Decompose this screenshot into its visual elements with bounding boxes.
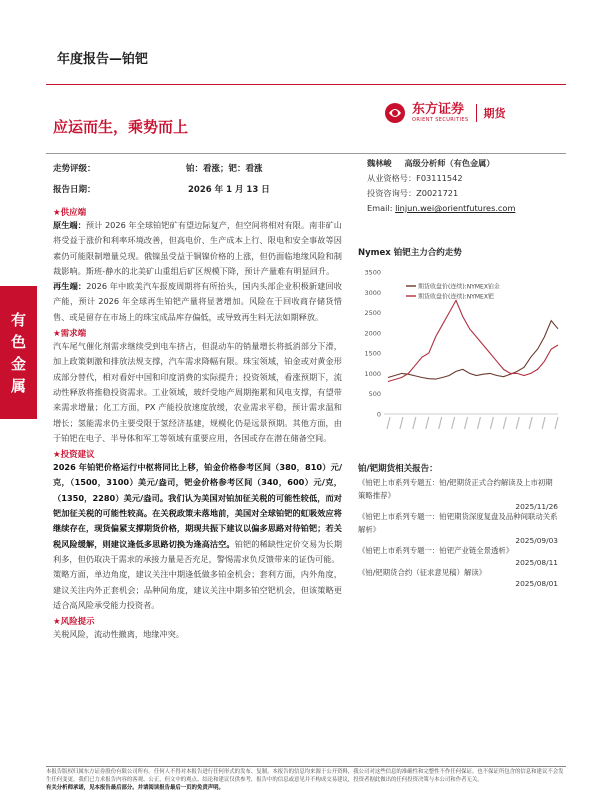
x-tick-label bbox=[439, 417, 442, 429]
disclaimer-bold: 有关分析师承诺，见本报告最后部分。并请阅读报告最后一页的免责声明。 bbox=[46, 785, 224, 792]
meta-rule bbox=[46, 153, 566, 154]
disclaimer-text: 本报告版权归属东方证券股份有限公司所有。任何人不得对本报告进行任何形式的发布、复制。本报告的信息均来源于公开资料，我公司对这些信息的准确性和完整性不作任何保证。也不保证所包含的信息和建议不会发生任何变更。我们已力求报告内容的客观、公正，但文中的观点、结论和建议仅供参考，报告中的信息或意见并不构成交易建议，投资者据此做出的任何投资决策与本公司和作者无关。 bbox=[46, 769, 564, 784]
sector-tag bbox=[0, 286, 37, 419]
related-report-date: 2025/09/03 bbox=[515, 536, 558, 545]
star-icon: ★ bbox=[53, 329, 61, 340]
risk-heading: ★风险提示 bbox=[53, 617, 95, 628]
related-report-date: 2025/08/01 bbox=[515, 579, 558, 588]
consulting-label: 投资咨询号： bbox=[367, 188, 417, 198]
x-tick-label bbox=[452, 417, 455, 429]
demand-heading: ★需求端 bbox=[53, 329, 87, 340]
advice-heading: ★投资建议 bbox=[53, 450, 95, 461]
related-report-title: 《铂钯上市系列专题一：铂钯产业链全景透析》 bbox=[358, 546, 514, 555]
strategy-paragraph: 策略方面，单边角度，建议关注中期逢低做多铂金机会；套利方面，内外角度，建议关注内外正套机会；品种间角度，建议关注中期多铂空钯机会，但该策略更适合高风险承受能力投资者。 bbox=[53, 569, 342, 610]
chart-title: Nymex 铂钯主力合约走势 bbox=[358, 248, 462, 258]
legend-label: 期货收盘价(连续):NYMEX铂金 bbox=[418, 283, 500, 291]
x-tick-label bbox=[542, 417, 545, 429]
date-label: 报告日期： bbox=[53, 185, 96, 195]
logo-division: 期货 bbox=[483, 107, 506, 120]
price-chart bbox=[358, 264, 564, 432]
y-tick-label: 3500 bbox=[364, 268, 381, 277]
consulting-number: Z0021721 bbox=[416, 188, 459, 198]
y-tick-label: 2500 bbox=[364, 309, 381, 318]
y-tick-label: 0 bbox=[376, 410, 381, 419]
sector-tag-char: 金 bbox=[10, 354, 26, 373]
related-report-date: 2025/11/26 bbox=[515, 502, 558, 511]
x-tick-label bbox=[503, 417, 506, 429]
sector-tag-char: 有 bbox=[10, 310, 26, 329]
x-tick-label bbox=[490, 417, 493, 429]
related-report-title: 《铂钯上市系列专题一：铂钯期货深度复盘及品种间联动关系解析》 bbox=[358, 512, 558, 534]
x-tick-label bbox=[400, 417, 403, 429]
report-headline: 应运而生，乘势而上 bbox=[53, 118, 189, 136]
orient-logo-icon bbox=[384, 102, 406, 124]
qualification-line bbox=[367, 171, 463, 186]
logo-divider bbox=[476, 104, 477, 122]
related-reports-list bbox=[358, 477, 558, 588]
x-tick-label bbox=[465, 417, 468, 429]
footer-rule bbox=[46, 766, 566, 767]
star-icon: ★ bbox=[53, 617, 61, 628]
analyst-title: 高级分析师（有色金属） bbox=[404, 158, 495, 168]
supply-heading: ★供应端 bbox=[53, 208, 87, 218]
header-rule bbox=[46, 84, 566, 85]
company-logo bbox=[384, 101, 506, 125]
y-tick-label: 1000 bbox=[364, 369, 381, 378]
related-reports-title: 铂/钯期货相关报告： bbox=[358, 464, 438, 474]
demand-paragraph: 汽车尾气催化剂需求继续受到电车挤占，但混动车的销量增长将抵消部分下滑，加上政策刺激和排放法规支撑，汽车需求降幅有限。珠宝领域，铂金或对黄金形成部分替代，相对看好中国和印度消费的实际提升；投资领域，看涨预期下，流动性释放将推稳投资需求。工业领域，玻纤受地产周期拖累和风电支撑，有望带来需求增量；化工方面，PX 产能投放速度放缓，农业需求平稳，预计需求温和增长；氢能需求仍主要受限于氢经济基建，规模化仍是远景预期。其他方面，由于铂钯在电子、半导体和军工等领域有重要应用，各国或存在潜在储备空间。 bbox=[53, 341, 342, 443]
x-tick-label bbox=[516, 417, 519, 429]
platinum-series-line bbox=[388, 321, 558, 379]
related-report-item[interactable] bbox=[358, 545, 558, 567]
rating-value: 铂：看涨；钯：看涨 bbox=[186, 164, 263, 174]
legend-label: 期货收盘价(连续):NYMEX钯 bbox=[418, 293, 494, 301]
related-report-item[interactable] bbox=[358, 567, 558, 589]
x-tick-label bbox=[413, 417, 416, 429]
x-tick-label bbox=[529, 417, 532, 429]
sector-tag-char: 色 bbox=[10, 332, 26, 351]
x-tick-label bbox=[477, 417, 480, 429]
star-icon: ★ bbox=[53, 450, 61, 461]
x-tick-label bbox=[555, 417, 558, 429]
supply-paragraph-recycled: 再生端：2026 年中欧美汽车报废周期将有所抬头，国内头部企业积极新建回收产能，预计 2026 年全球再生铂钯产量将显著增加。风险在于回收商存储货惜售、或是留存在市场上的珠宝成品库存偏低，或导致再生料无法如期释放。 bbox=[53, 281, 342, 322]
star-icon: ★ bbox=[53, 208, 61, 218]
y-tick-label: 1500 bbox=[364, 349, 381, 358]
disclaimer bbox=[46, 768, 566, 793]
email-line bbox=[367, 201, 515, 216]
related-report-title: 《铂/钯期货合约（征求意见稿）解读》 bbox=[358, 567, 487, 577]
logo-name-en: ORIENT SECURITIES bbox=[412, 117, 469, 123]
qualification-label: 从业资格号： bbox=[367, 173, 417, 183]
date-value: 2026 年 1 月 13 日 bbox=[188, 185, 270, 195]
document-type: 年度报告—铂钯 bbox=[57, 52, 149, 67]
email-label: Email: bbox=[367, 203, 393, 213]
advice-paragraph: 2026 年铂钯价格运行中枢将同比上移，铂金价格参考区间（380，810）元/克，（1500，3100）美元/盎司，钯金价格参考区间（340，600）元/克，（1350，2280）美元/盎司。我们认为美国对铂加征关税的可能性较低，而对钯加征关税的可能性较高。在关税政策未落地前，美国对全球铂钯的虹吸效应将继续存在，现货偏紧支撑期货价格，期现共振下建议以偏多思路对待铂钯；若关税风险缓解，则建议逢低多思路切换为逢高沽空。铂钯的稀缺性定价交易为长期利多，但仍取决于需求的承接力量是否充足，警惕需求负反馈带来的证伪可能。 bbox=[53, 462, 342, 564]
x-tick-label bbox=[387, 417, 390, 429]
analyst-line bbox=[367, 156, 495, 171]
related-report-item[interactable] bbox=[358, 477, 558, 511]
y-tick-label: 2000 bbox=[364, 329, 381, 338]
sector-tag-char: 属 bbox=[10, 376, 26, 395]
y-tick-label: 3000 bbox=[364, 288, 381, 297]
qualification-number: F03111542 bbox=[416, 173, 463, 183]
related-report-date: 2025/08/11 bbox=[515, 557, 558, 567]
main-column bbox=[53, 206, 342, 642]
x-tick-label bbox=[426, 417, 429, 429]
rating-label: 走势评级： bbox=[53, 164, 96, 174]
supply-paragraph-primary: 原生端：预计 2026 年全球铂钯矿有望边际复产，但空间将相对有限。南非矿山将受益于涨价和利率环境改善，但高电价、生产成本上行、限电和安全事故等因素仍可能限制增量兑现。俄镍虽受益于铜镍价格的上涨，但仍面临地缘风险和制裁影响。斯班-静水的北美矿山重组后矿区规模下降，预计产量难有明显回升。 bbox=[53, 220, 342, 276]
consulting-line bbox=[367, 186, 458, 201]
palladium-series-line bbox=[388, 300, 558, 381]
risk-paragraph: 关税风险，流动性撤离，地缘冲突。 bbox=[53, 629, 185, 640]
y-tick-label: 500 bbox=[368, 390, 381, 399]
related-report-title: 《铂钯上市系列专题五：铂/钯期货正式合约解读及上市初期策略推荐》 bbox=[358, 478, 553, 500]
email-link[interactable]: linjun.wei@orientfutures.com bbox=[395, 203, 516, 213]
logo-name-cn: 东方证券 bbox=[412, 102, 465, 117]
analyst-name: 魏林峻 bbox=[367, 158, 392, 168]
related-report-item[interactable] bbox=[358, 511, 558, 545]
